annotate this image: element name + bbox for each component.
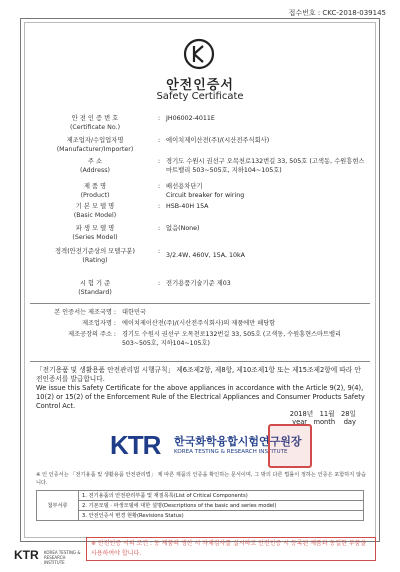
field-value: HSB-40H 15A [166, 203, 209, 210]
plant-value: 대한민국 [122, 309, 146, 316]
table-row [37, 491, 364, 501]
field-label: 시 험 기 준 [79, 280, 111, 287]
ktr-name-english: KOREA TESTING & RESEARCH INSTITUTE [174, 449, 288, 455]
date-year-en: year [292, 418, 308, 426]
field-label-en: (Basic Model) [73, 212, 117, 219]
field-label-en: (Address) [80, 167, 110, 174]
ktr-logo: KTR [110, 430, 161, 460]
plant-value: 에이치제이산전(주)/(시산전주식회사)의 제품에만 해당함 [122, 320, 276, 327]
plant-value: 경기도 수원시 권선구 오목천로132번길 33, 505호 (고색동, 수원흥현스마트밸리 503~505호, 지하104~105호) [122, 331, 341, 347]
issuance-statement [36, 366, 366, 411]
field-label-en: (Rating) [82, 257, 108, 264]
official-seal-stamp [268, 424, 312, 468]
warning-notice: ※ 안전인증 시의 조건 : 동 제품의 생산 시 자체검사를 실시하고 안전인증 시 등록된 제품과 동일한 부품을 사용하여야 합니다. [86, 537, 376, 561]
attachments-header: 첨부서류 [37, 491, 79, 521]
title-korean: 안전인증서 [166, 78, 234, 93]
field-label: 파 생 모 델 명 [75, 225, 115, 232]
attachments-table [36, 490, 364, 521]
field-label-en: (Certificate No.) [69, 124, 121, 131]
plant-label: 제조공장의 주소 : [68, 331, 116, 338]
ktr-name-korean: 한국화학융합시험연구원장 [174, 435, 302, 448]
statement-english: We issue this Safety Certificate for the above appliances in accordance with the Article 9(2), 9(4), 10(2) or 15(2) of the Enforcement Rule of the Electrical Appliances and Consumer Products Safety Control Act. [36, 384, 365, 410]
divider [30, 361, 370, 362]
field-value: 배선용차단기 [166, 183, 203, 190]
attachment-item: 3. 안전인증서 변경 현황(Revisions Status) [79, 511, 364, 521]
field-label: 제조업자/수입업자명 [66, 137, 124, 144]
footnote: ※ 인 인증서는 「전기용품 및 생활용품 안전관리법」 제 따른 제품의 인증을 확인하는 문서이며, 그 밖의 다른 법률이 정하는 인증은 포함하지 않습니다. [36, 472, 366, 486]
field-value: 없음(None) [166, 225, 200, 232]
date-month: 11월 [319, 410, 335, 418]
attachment-item: 1. 전기용품의 안전관리부품 및 재질목록(List of Critical Components) [79, 491, 364, 501]
table-row [37, 501, 364, 511]
field-label: 기 본 모 델 명 [75, 203, 115, 210]
divider [30, 303, 370, 304]
kc-mark-icon [183, 38, 215, 70]
plant-label: 제조업자명 : [82, 320, 116, 327]
field-value-en: Circuit breaker for wiring [166, 192, 245, 199]
field-label-en: (Manufacturer/Importer) [56, 146, 134, 153]
date-year: 2018년 [289, 410, 314, 418]
statement-korean: 「전기용품 및 생활용품 안전관리법 시행규칙」 제6조제2항, 제8항, 제10조제1항 또는 제15조제2항에 따라 안전인증서를 발급합니다. [36, 366, 361, 383]
date-month-en: month [313, 418, 336, 426]
field-label: 정격(안전기준상의 모델구분) [55, 248, 135, 255]
table-row [37, 511, 364, 521]
receipt-number: 접수번호 : CKC-2018-039145 [288, 9, 386, 17]
plant-label: 본 인증서는 제조국명 : [54, 309, 116, 316]
footer-ktr-logo: KTR [14, 548, 39, 562]
field-label-en: (Series Model) [72, 234, 118, 241]
field-label-en: (Product) [80, 192, 110, 199]
field-label: 안 전 인 증 번 호 [71, 115, 119, 122]
date-day: 28일 [341, 410, 356, 418]
field-value: 3/2.4W, 460V, 15A, 10kA [166, 252, 245, 259]
field-value: 에이치제이산전(주)/(시산전주식회사) [166, 137, 270, 144]
field-value: JH06002-4011E [166, 115, 215, 122]
footer-ktr-subtitle: KOREA TESTING & RESEARCH INSTITUTE [44, 550, 81, 565]
field-label-en: (Standard) [78, 289, 112, 296]
attachment-item: 2. 기본모델 · 파생모델에 대한 설명(Descriptions of the basic and series model) [79, 501, 364, 511]
title-english: Safety Certificate [156, 91, 244, 102]
field-label: 주 소 [87, 158, 103, 165]
date-day-en: day [343, 418, 356, 426]
field-label: 제 품 명 [83, 183, 107, 190]
field-value: 전기용품기술기준 제03 [166, 280, 231, 287]
field-value: 경기도 수원시 권선구 오목천로132번길 33, 505호 (고색동, 수원흥현스마트밸리 503~505호, 지하104~105호) [166, 158, 365, 174]
